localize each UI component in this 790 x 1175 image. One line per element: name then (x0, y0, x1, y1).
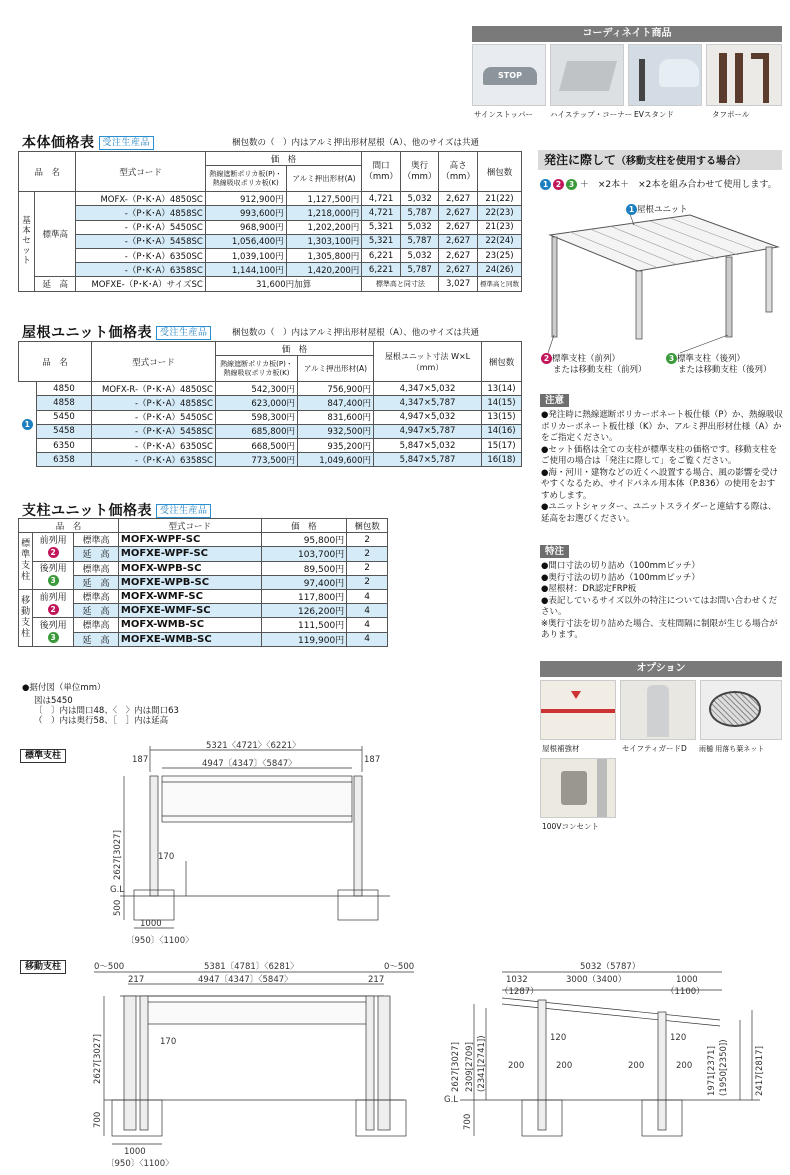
ext-label: 延 高 (74, 575, 119, 589)
post-price: 111,500円 (261, 618, 347, 632)
price-alu: 1,303,100円 (286, 234, 362, 248)
price-poly: 1,039,100円 (205, 248, 286, 262)
label-front-post: 2 標準支柱（前列） または移動支柱（前列） (541, 353, 647, 376)
cell-pk: 4 (347, 632, 388, 646)
basic-set-label: 基本セット (19, 192, 35, 291)
cell-size: 5,847×5,787 (374, 453, 482, 467)
dim-text: 4947〔4347〕〈5847〉 (198, 975, 293, 985)
price-poly: 1,144,100円 (205, 263, 286, 277)
cell-h: 2,627 (439, 192, 478, 206)
th-price: 価 格 (261, 519, 347, 533)
circle-3-badge: 3 (48, 632, 59, 643)
special-list (541, 561, 783, 642)
cell-d: 5,032 (400, 220, 439, 234)
ext-h: 3,027 (439, 277, 478, 291)
cell-w: 6,221 (362, 248, 401, 262)
cell-pk: 2 (347, 547, 388, 561)
dim-text: 700 (93, 1111, 103, 1128)
cell-size: 4,947×5,032 (374, 410, 482, 424)
th-p1: 熱線遮断ポリカ板(P)・熱線吸収ポリカ板(K) (205, 166, 286, 192)
circle-2-badge: 2 (48, 604, 59, 615)
back-label: 後列用 (39, 621, 67, 631)
high-step-image (550, 44, 624, 106)
caution-list (541, 410, 783, 525)
price-poly: 1,056,400円 (205, 234, 286, 248)
cell-pk: 22(24) (477, 234, 521, 248)
cell-pk: 21(22) (477, 192, 521, 206)
table-row-code: -（P･K･A）5458SC (76, 234, 205, 248)
dim-text: 1000 (140, 919, 162, 929)
sign-stopper-image (472, 44, 546, 106)
cell-pk: 23(25) (477, 248, 521, 262)
cell-h: 2,627 (439, 263, 478, 277)
post-price: 103,700円 (261, 547, 347, 561)
cell-pk: 14(15) (482, 396, 522, 410)
price-alu: 831,600円 (298, 410, 374, 424)
dim-text: 500 (113, 899, 123, 916)
caution-item: ●ユニットシャッター、ユニットスライダーと連結する際は、延高をお選びください。 (541, 502, 777, 524)
th-type: 型式コード (118, 519, 261, 533)
dim-text: 187 (364, 755, 381, 765)
size-cell: 4858 (37, 396, 92, 410)
dims-note: （ ）内は奥行58、［ ］内は延高 (34, 716, 169, 726)
th-h: 高さ（mm） (439, 152, 478, 192)
coord-item-label: サインストッパー (474, 110, 534, 119)
dim-text: 0～500 (94, 962, 125, 972)
std-height-label: 標準高 (34, 192, 75, 277)
th-type: 型式コード (76, 152, 205, 192)
cell-size: 4,947×5,787 (374, 424, 482, 438)
order-formula: 1 2 3 ＋ ×2本＋ ×2本を組み合わせて使用します。 (540, 177, 777, 190)
circle-1-badge: 1 (22, 419, 33, 430)
price-poly: 623,000円 (216, 396, 298, 410)
special-item: ●表記しているサイズ以外の特注についてはお問い合わせください。 (541, 595, 778, 617)
dim-text: 120 (670, 1033, 687, 1043)
option-label: 雨樋 用落ち葉ネット (699, 745, 765, 753)
dim-text: 2627[3027] (113, 830, 123, 880)
dim-text: 2309[2709] (465, 1042, 475, 1092)
price-poly: 773,500円 (216, 453, 298, 467)
stop-text: STOP (483, 67, 537, 85)
th-p1: 熱線遮断ポリカ板(P)・熱線吸収ポリカ板(K) (216, 356, 298, 382)
cell-pk: 15(17) (482, 438, 522, 452)
price-alu: 932,500円 (298, 424, 374, 438)
dim-text: 187 (132, 755, 149, 765)
price-poly: 668,500円 (216, 438, 298, 452)
price-alu: 1,305,800円 (286, 248, 362, 262)
std-post-group: 標準支柱 (19, 533, 33, 590)
th-w: 間口（mm） (362, 152, 401, 192)
circle-2-badge: 2 (48, 547, 59, 558)
front-label: 前列用 (39, 535, 67, 546)
mov-post-label: 移動支柱 (20, 960, 66, 974)
gutter-net-image (700, 680, 782, 740)
caution-item: ●発注時に熱線遮断ポリカーボネート板仕様（P）か、熱線吸収ポリカーボネート板仕様（K）か、アルミ押出形材仕様（A）かをご指定ください。 (541, 410, 783, 443)
coord-item-label: タフポール (712, 110, 750, 119)
cell-pk: 4 (347, 618, 388, 632)
dim-text: 2627[3027] (93, 1034, 103, 1084)
dim-text: 2417[2817] (755, 1046, 765, 1096)
price-alu: 847,400円 (298, 396, 374, 410)
dim-text: 2627[3027] (451, 1042, 461, 1092)
cell-pk: 22(23) (477, 206, 521, 220)
table-row-code: MOFXE-WPF-SC (118, 547, 261, 561)
table-row-code: -（P･K･A）4858SC (76, 206, 205, 220)
caution-item: ●セット価格は全ての支柱が標準支柱の価格です。移動支柱をご使用の場合は「発注に際して」をご覧ください。 (541, 444, 778, 466)
cell-pk: 24(26) (477, 263, 521, 277)
ext-label: 延 高 (74, 547, 119, 561)
dim-text: 217 (128, 975, 145, 985)
mov-post-group: 移動支柱 (19, 589, 33, 646)
table-row-code: MOFX-WPB-SC (118, 561, 261, 575)
table-row-code: MOFX-（P･K･A）4850SC (76, 192, 205, 206)
cell-d: 5,787 (400, 263, 439, 277)
table-row-code: -（P･K･A）6350SC (92, 438, 216, 452)
cell-d: 5,787 (400, 206, 439, 220)
dim-text: G.L (110, 885, 125, 895)
post-price: 89,500円 (261, 561, 347, 575)
dim-text: 217 (368, 975, 385, 985)
caution-item: ●海・河川・建物などの近くへ設置する場合、風の影響を受けやすくなるため、サイドパネル用本体（P.836）の使用をおすすめします。 (541, 467, 778, 501)
made-to-order-badge: 受注生産品 (156, 326, 212, 340)
post-price: 117,800円 (261, 589, 347, 603)
ev-stand-image (628, 44, 702, 106)
circle-3-badge: 3 (48, 575, 59, 586)
roof-price-table (18, 341, 522, 467)
table-row-code: MOFX-R-（P･K･A）4850SC (92, 382, 216, 396)
ext-height-label: 延 高 (34, 277, 75, 291)
size-cell: 5458 (37, 424, 92, 438)
cell-w: 4,721 (362, 206, 401, 220)
caution-title: 注意 (540, 394, 569, 407)
order-title: 発注に際して（移動支柱を使用する場合） (538, 150, 782, 170)
table-row-code: -（P･K･A）5450SC (76, 220, 205, 234)
std-post-label: 標準支柱 (20, 749, 66, 763)
cell-size: 5,847×5,032 (374, 438, 482, 452)
coord-item-label: ハイステップ・コーナー (550, 110, 633, 119)
special-title: 特注 (540, 545, 569, 558)
cell-w: 6,221 (362, 263, 401, 277)
label-back-post: 3 標準支柱（後列） または移動支柱（後列） (666, 353, 772, 376)
dims-header: ●据付図（単位mm） (22, 683, 106, 693)
size-cell: 5450 (37, 410, 92, 424)
price-poly: 912,900円 (205, 192, 286, 206)
coord-title: コーディネイト商品 (472, 26, 782, 42)
special-item: ●屋根材：DR認定FRP板 (541, 584, 637, 594)
dim-text: 〔950〕〈1100〉 (126, 936, 194, 946)
price-alu: 935,200円 (298, 438, 374, 452)
cell-pk: 13(15) (482, 410, 522, 424)
post-table-title: 支柱ユニット価格表 受注生産品 (22, 500, 211, 520)
dim-text: 120 (550, 1033, 567, 1043)
cell-pk: 2 (347, 561, 388, 575)
post-price: 119,900円 (261, 632, 347, 646)
option-label: セイフティガードD (622, 744, 687, 753)
cell-pk: 2 (347, 575, 388, 589)
cell-d: 5,032 (400, 248, 439, 262)
dim-text: 〔950〕〈1100〉 (106, 1159, 174, 1169)
safety-guard-image (620, 680, 696, 740)
price-alu: 1,127,500円 (286, 192, 362, 206)
cell-w: 4,721 (362, 192, 401, 206)
coord-item-label: EVスタンド (634, 110, 674, 119)
th-hin: 品 名 (19, 152, 76, 192)
post-price: 97,400円 (261, 575, 347, 589)
dim-text: 1971[2371] (707, 1046, 717, 1096)
dim-text: （1100） (666, 987, 705, 997)
price-poly: 598,300円 (216, 410, 298, 424)
dim-text: 200 (676, 1061, 693, 1071)
option-label: 屋根補強材 (542, 744, 580, 753)
dim-text: 5321〈4721〉〈6221〉 (206, 741, 301, 751)
cell-h: 2,627 (439, 234, 478, 248)
dims-notes (34, 696, 179, 726)
dim-text: 170 (160, 1037, 177, 1047)
size-cell: 6350 (37, 438, 92, 452)
dim-text: (1950[2350]) (719, 1039, 729, 1096)
price-alu: 1,218,000円 (286, 206, 362, 220)
outlet-image (540, 758, 616, 818)
th-pk: 梱包数 (482, 342, 522, 382)
option-label: 100Vコンセント (542, 822, 599, 831)
dim-text: 700 (463, 1113, 473, 1130)
std-label: 標準高 (74, 589, 119, 603)
dims-note: 〔 〕内は間口48、〈 〉内は間口63 (34, 706, 179, 716)
table-row-code: -（P･K･A）6358SC (76, 263, 205, 277)
table-row-code: MOFXE-（P･K･A）サイズSC (76, 277, 205, 291)
ext-pk: 標準高と同数 (477, 277, 521, 291)
table-row-code: MOFXE-WMB-SC (118, 632, 261, 646)
cell-w: 5,321 (362, 220, 401, 234)
table-row-code: -（P･K･A）5450SC (92, 410, 216, 424)
price-alu: 1,202,200円 (286, 220, 362, 234)
th-size: 屋根ユニット寸法 W×L（mm） (374, 342, 482, 382)
th-price: 価 格 (205, 152, 362, 166)
cell-pk: 16(18) (482, 453, 522, 467)
price-poly: 968,900円 (205, 220, 286, 234)
std-label: 標準高 (74, 561, 119, 575)
dim-text: G.L (444, 1095, 459, 1105)
table-row-code: -（P･K･A）5458SC (92, 424, 216, 438)
cell-pk: 14(16) (482, 424, 522, 438)
dims-note: 図は5450 (34, 696, 73, 706)
roof-table-title: 屋根ユニット価格表 受注生産品 (22, 322, 211, 342)
table-row-code: MOFX-WMF-SC (118, 589, 261, 603)
roof-table-note: 梱包数の（ ）内はアルミ押出形材屋根（A）、他のサイズは共通 (232, 328, 480, 338)
cell-d: 5,032 (400, 192, 439, 206)
cell-size: 4,347×5,032 (374, 382, 482, 396)
ext-note: 標準高と同寸法 (362, 277, 439, 291)
option-title: オプション (540, 661, 782, 677)
cell-w: 5,321 (362, 234, 401, 248)
table-row-code: -（P･K･A）6350SC (76, 248, 205, 262)
main-table-title: 本体価格表 受注生産品 (22, 132, 154, 152)
dim-text: 170 (158, 852, 175, 862)
dim-text: 0～500 (384, 962, 415, 972)
dim-text: 1000 (124, 1147, 146, 1157)
roof-reinforcement-image (540, 680, 616, 740)
ext-label: 延 高 (74, 632, 119, 646)
th-hin: 品 名 (19, 519, 119, 533)
size-cell: 4850 (37, 382, 92, 396)
th-price: 価 格 (216, 342, 374, 356)
price-poly: 685,800円 (216, 424, 298, 438)
price-poly: 542,300円 (216, 382, 298, 396)
back-label: 後列用 (39, 564, 67, 575)
std-label: 標準高 (74, 618, 119, 632)
tough-pole-image (706, 44, 782, 106)
table-row-code: MOFXE-WMF-SC (118, 604, 261, 618)
size-cell: 6358 (37, 453, 92, 467)
ext-price: 31,600円加算 (205, 277, 362, 291)
th-p2: アルミ押出形材(A) (286, 166, 362, 192)
post-price: 126,200円 (261, 604, 347, 618)
cell-d: 5,787 (400, 234, 439, 248)
cell-h: 2,627 (439, 206, 478, 220)
price-poly: 993,600円 (205, 206, 286, 220)
special-item: ※奥行寸法を切り詰めた場合、支柱間隔に制限が生じる場合があります。 (541, 618, 778, 640)
cell-size: 4,347×5,787 (374, 396, 482, 410)
made-to-order-badge: 受注生産品 (156, 504, 212, 518)
special-item: ●奥行寸法の切り詰め（100mmピッチ） (541, 572, 700, 583)
special-item: ●間口寸法の切り詰め（100mmピッチ） (541, 561, 700, 571)
cell-h: 2,627 (439, 220, 478, 234)
front-label: 前列用 (39, 592, 67, 603)
mov-post-drawing (84, 960, 424, 1170)
dim-text: 4947〔4347〕〈5847〉 (202, 759, 297, 769)
table-row-code: MOFXE-WPB-SC (118, 575, 261, 589)
th-pk: 梱包数 (477, 152, 521, 192)
post-price-table (18, 518, 388, 647)
side-view-drawing (440, 960, 785, 1170)
cell-pk: 4 (347, 589, 388, 603)
cell-pk: 13(14) (482, 382, 522, 396)
price-alu: 1,049,600円 (298, 453, 374, 467)
cell-pk: 21(23) (477, 220, 521, 234)
table-row-code: -（P･K･A）4858SC (92, 396, 216, 410)
std-post-drawing (90, 740, 400, 950)
table-row-code: -（P･K･A）6358SC (92, 453, 216, 467)
cell-pk: 2 (347, 533, 388, 547)
dim-text: 3000（3400） (566, 975, 627, 985)
price-alu: 756,900円 (298, 382, 374, 396)
price-alu: 1,420,200円 (286, 263, 362, 277)
dim-text: 200 (628, 1061, 645, 1071)
th-pk: 梱包数 (347, 519, 388, 533)
dim-text: 200 (556, 1061, 573, 1071)
dim-text: 5381〔4781〕〈6281〉 (204, 962, 299, 972)
cell-pk: 4 (347, 604, 388, 618)
main-table-note: 梱包数の（ ）内はアルミ押出形材屋根（A）、他のサイズは共通 (232, 138, 480, 148)
post-price: 95,800円 (261, 533, 347, 547)
ext-label: 延 高 (74, 604, 119, 618)
th-type: 型式コード (92, 342, 216, 382)
std-label: 標準高 (74, 533, 119, 547)
made-to-order-badge: 受注生産品 (99, 136, 155, 150)
th-p2: アルミ押出形材(A) (298, 356, 374, 382)
label-roof-unit: 1 屋根ユニット (626, 203, 688, 215)
table-row-code: MOFX-WMB-SC (118, 618, 261, 632)
dim-text: (2341[2741]) (477, 1035, 487, 1092)
dim-text: 1000 (676, 975, 698, 985)
dim-text: （1287） (500, 987, 539, 997)
th-hin: 品 名 (19, 342, 92, 382)
dim-text: 1032 (506, 975, 528, 985)
main-price-table (18, 151, 522, 292)
th-d: 奥行（mm） (400, 152, 439, 192)
cell-h: 2,627 (439, 248, 478, 262)
table-row-code: MOFX-WPF-SC (118, 533, 261, 547)
dim-text: 5032（5787） (580, 962, 641, 972)
dim-text: 200 (508, 1061, 525, 1071)
